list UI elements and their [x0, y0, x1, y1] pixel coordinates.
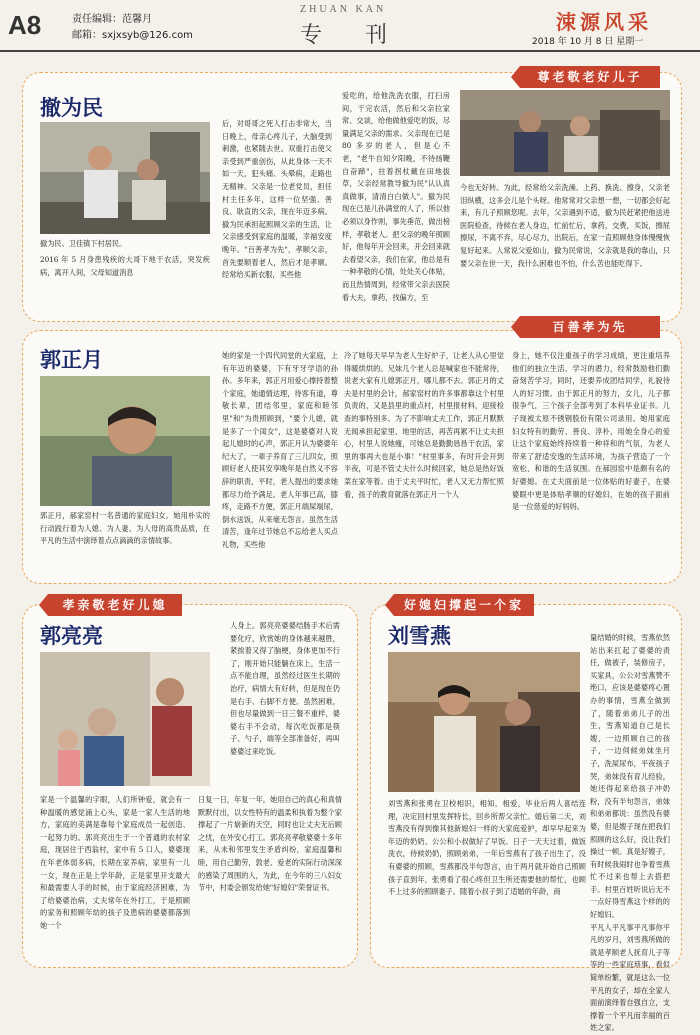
editor-name: 责任编辑：范馨月 — [72, 14, 152, 25]
photo-2 — [40, 376, 210, 506]
article-4-closing: 平凡人平凡事平凡事你平凡的岁月，刘雪燕所做的就是孝顺老人抚育儿子等等的一些家庭琐事，看似简单纷繁，就是这么一位平凡的女子，却在全家人面前演绎着自强自立，支撑着一个平凡而幸福的百姓之家。 — [590, 922, 670, 1033]
page-header — [0, 0, 700, 52]
article-2-col-4: 身上，她不仅注重孩子的学习成绩，更注重培养他们的独立生活、学习的潜力，经常鼓励他们勤奋刻苦学习，同时，还要养成团结同学，礼貌待人的好习惯。由于郭正月的努力，女儿，儿子都很争气，三个孩子全部考到了本科毕业证书。儿子现被太原不锈钢股份有限公司录用。她用家庭妇女特有的勤劳、善良、淳朴，用她全身心的爱让这个家庭始终持续着一种祥和的气氛，为老人带来了舒适安逸的生活环境，为孩子营造了一个宽松、和谐的生活氛围。在郝园窑中是颇有名的好婆媳。在丈夫面前是一位体贴的好妻子，在婆婆眼中更是体贴孝顺的好媳妇，在她的孩子面前是一位慈爱的好妈妈。 — [512, 351, 670, 512]
article-3-col-2: 家是一个温馨的字眼，人们所钟爱，就会有一种温暖的感觉涌上心头，家是一家人生活的地方，家庭的美满是靠每个家庭成员一起创造、一起努力的。郭亮亮出生于一个普通的农村家庭，现居住于西翁村，家中有 5 口人，婆婆现在年老体弱多病，长期在家养病，家里有一儿一女，现在正是上学年龄，正是家里开支最大和最需要人手的时候，由于家庭经济困难，为了给婆婆治病，丈夫常年在外打工，于是照顾的家务和照顾年幼的孩子及患病的婆婆都落到她一个 — [40, 795, 190, 930]
photo-2-image — [40, 376, 210, 506]
article-2-col-2: 她的家是一个四代同堂的大家庭，上有年迈的婆婆，下有牙牙学语的孙孙。多年来，郭正月用爱心撑持着整个家庭，她通情达理，待客有道，尊敬长辈，团结邻里，家庭和睦邻里"和"为贵照顾到，"要个儿媳，就是多了一个闺女"，这是婆婆对人说起儿媳时的心声，郭正月认为婆婆年纪大了，一辈子养育了三儿四女，照顾好老人使其安享晚年是自然义不容辞的职责，平时，老人提出的要求她都尽力给予满足。老人年事已高，膝疼，走路不方便，郭正月端屎端尿，倒水送饭，从来毫无怨言。虽然生活清苦，逢年过节她总不忘给老人买点礼物，买些他 — [222, 351, 338, 549]
photo-4 — [388, 652, 580, 792]
newspaper-brand: 涑源风采 — [556, 10, 652, 34]
article-2-col-1: 郭正月，郝家窑村一名普通的家庭妇女。她用朴实的行动践行着为人媳、为人妻、为人母的高贵品质，在平凡的生活中演绎着点点滴滴的亲情故事。 — [40, 511, 210, 546]
article-3-col-3: 日复一日，年复一年，她用自己的真心和真情默默付出，以女性特有的温柔和执着为整个家撑起了一片崭新的天空，同时也让丈夫无后顾之忧，在外安心打工。郭亮亮孝敬婆婆十多年来，从未和邻里发生矛盾纠纷，家庭温馨和睦，用自己勤劳，敦老、爱老的实际行动深深的感染了周围的人，为此，在今年的三八妇女节中，村委会颁发给她"好媳妇"荣誉证书。 — [198, 795, 342, 893]
article-title-3: 郭亮亮 — [40, 623, 103, 648]
section-pinyin: ZHUAN KAN — [300, 4, 387, 15]
photo-1-image — [40, 122, 210, 234]
article-title-2: 郭正月 — [40, 347, 103, 372]
article-banner-1: 尊老敬老好儿子 — [520, 66, 660, 88]
section-title: 专 刊 — [300, 23, 405, 48]
article-4-col-1: 量结婚的时候，雪燕依然站出来扛起了婆婆的责任，做被子，装修房子，买家具，公公对雪燕赞不绝口，应该是婆婆疼心置办的事情，雪燕全做到了，随着弟弟儿子的出生，雪燕知道自己是长嫂，一边照顾自己的孩子，一边伺候弟妹坐月子，洗屎尿布，平夜孩子哭，弟妹没有育儿经验，她还得起来给孩子冲奶粉，没有半句怨言，弟妹和弟弟都说：虽然没有婆婆，但是嫂子现在把我们照顾的这么好，没让我们操过一顿。真是好嫂子，有时候我闹时也争着雪燕忙不过来也帮上去搭把手。村里百姓听说后无不一点好得雪燕这个样的的好媳妇。 平凡人平凡事平凡事你平凡的岁月，刘雪燕所做的就是孝顺老人抚育儿子等等的一些家庭琐事，看似简单纷繁，就是这么一位平凡的女子，却在全家人面前演绎着自强自立，支撑着一个平凡而幸福的百姓之家。 — [590, 633, 670, 1033]
article-banner-4: 好媳妇撑起一个家 — [394, 594, 534, 616]
header-rule — [0, 50, 700, 52]
article-title-4: 刘雪燕 — [388, 623, 451, 648]
editor-info — [72, 12, 193, 44]
article-1-col-3: 爱吃的，给他洗洗衣服，打扫房间，干完农活，然后和父亲拉家常、交谈，给他做他爱吃的饭，尽量满足父亲的需求。父亲现在已是 80 多岁的老人，但是心不老，"老牛自知夕阳晚，不待扬鞭自奋蹄"，拄着拐杖戴在田地拔草，父亲经常教导撤为民"认认真真做事，清清白白做人"。撤为民现在已是儿孙满堂的人了，所以他必须以身作则，事先垂范，做出榜样，孝敬老人。把父亲的晚年照顾好，他每年开会回来，开会回来就去看望父亲，我们在家，他总是有一种孝敬的心情，处处关心体贴，而且热情周到，经常带父亲去医院看大夫，拿药，找偏方，至 — [342, 91, 450, 302]
photo-caption-1: 撤为民、卫佳镇下村居民。 — [40, 239, 127, 248]
page-number: A8 — [8, 10, 42, 40]
photo-3-image — [40, 652, 210, 786]
article-1-col-2: 后，对哥哥之死人打击非常大，当日晚上，母亲心疼儿子，大脑受到刺激，也紧随去世。双重打击使父亲受到严重创伤，从此身体一天不如一天，犯头痛、头晕病，走路也无精神。父亲是一位老党员，担任村主任多年，这样一位坚强、善良、耿直的父亲，现在年迈多病。撤为民承担起照顾父亲的生活，让父亲感受到家庭的温暖，幸福安度晚年。"百善孝为先"，孝顺父亲，首先要顺着老人，然后才是孝顺。经常给买新衣服，买些他 — [222, 119, 332, 280]
article-4-col-2: 刘雪燕和张勇在卫校相识，相知，相爱，毕业后两人喜结连理，决定回村里发挥特长，回乡所帮父亲忙。婚后第二天，刘雪燕没有得到像其他新媳妇一样的大家庭爱护，却早早起来为年迈的奶奶、公公和小叔做好了早饭。日子一天天过着，做饭洗衣，侍候奶奶，照顾弟弟，一年后雪燕有了孩子出生了，没有婆婆的照顾，雪燕都没半句怨言，由于两月就开始自己照顾孩子直到年，张勇看了很心疼但卫生所还需要他的帮忙，也顾不上过多的照顾妻子。随着小叔子到了适婚的年龄，商 — [388, 799, 586, 897]
editor-email: 邮箱：sxjxsyb@126.com — [72, 30, 193, 41]
photo-3 — [40, 652, 210, 786]
photo-1 — [40, 122, 210, 234]
photo-1b — [460, 90, 670, 176]
article-3-col-1: 人身上。郭亮亮婆婆结肠手术后需要化疗，欣赏她的身体越来越胜，紧挨着又得了脑梗，身体更加不行了，刚开始只能躺在床上，生活一点不能自理，虽然经过医生长期的治疗，病情大有好转，但是现在仍是右手、右脚不方便。虽然困难，但也尽量做到一日三餐不重样，婆婆右手不会动，每次吃饭都是筷子、勺子，端等全部准备好，再叫婆婆过来吃饭。 — [230, 621, 340, 756]
article-banner-2: 百善孝为先 — [520, 316, 660, 338]
article-banner-3: 孝亲敬老好儿媳 — [48, 594, 182, 616]
article-title-1: 撤为民 — [40, 95, 103, 120]
article-1-col-1: 2016 年 5 月身患残疾的大哥下地干农活，突发疾病，离开人间，父母知道消息 — [40, 255, 210, 277]
photo-4-image — [388, 652, 580, 792]
issue-date: 2018 年 10 月 8 日 星期一 — [532, 37, 644, 47]
article-1-col-4: 今也无好转。为此，经常给父亲洗澡、上药、换洗、擦身，父亲老泪纵横，这多会儿是个头呀。他常常对父亲想一想，一切都会好起来，有儿子照顾您呢。去年，父亲遇到不适，撤为民赶紧把他送进医院检查，待候在老人身边，忙前忙后，拿药，交费，买饭，擦屁擦尿，不离不弃，尽心尽力，出院后，在家一直照顾他身体慢慢恢复好起来。人常说父爱如山，撤为民常说，父亲就是我的靠山，只要父亲在世一天，我什么困难也不怕，什么苦也能吃得下。 — [460, 183, 670, 268]
article-2-col-3: 冷了她每天早早为老人生好炉子，让老人从心里觉得暖烘烘的。兄妹几个老人总是喊家也不能常待，说老大家有儿媳郭正月，哪儿都不去。郭正月的丈夫是村里的会计，郝家窑村的许多事都靠这个村里负责的，又是县里的重点村，村里报材料，迎接检查的事特别多。为了不影响丈夫工作，郭正月默默无闻承担起家里、地里的活，再苦再累不让丈夫担心，村里人说她瘦，可她总是勤勤恳恳干农活，家里的事再大也是小事！"村里事多，有时开会开到半夜，可是不管丈夫什么时候回家，她总是热好饭菜在家等着。由于丈夫平时忙，老人又无力帮忙照看，孩子的教育就落在郭正月一个人 — [344, 351, 504, 499]
photo-1b-image — [460, 90, 670, 176]
